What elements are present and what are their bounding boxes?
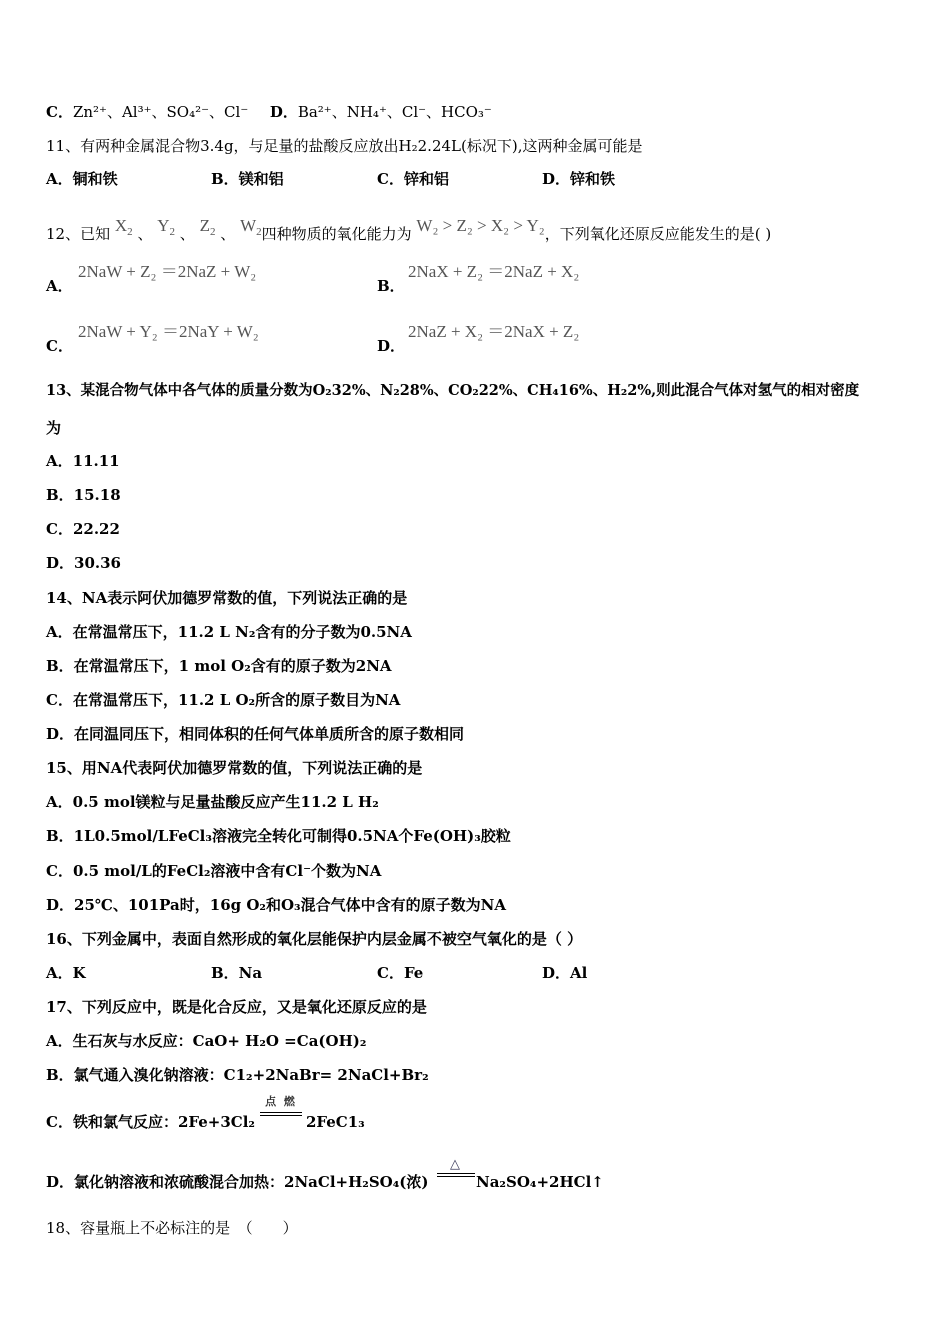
q12-x: $X_2$ [114,216,133,238]
q10-options [46,102,492,122]
q12-b-label: B． [377,277,405,295]
q17-stem: 17、下列反应中，既是化合反应，又是氧化还原反应的是 [46,998,427,1016]
q17-d-condition [437,1159,475,1177]
q12-sep-3: 、 [220,225,236,243]
q12-num: 12、已知 [46,225,111,243]
q15-stem: 15、用NA代表阿伏加德罗常数的值，下列说法正确的是 [46,759,423,777]
q15-option-b: B．1L0.5mol/LFeCl₃溶液完全转化可制得0.5NA个Fe(OH)₃胶粒 [46,827,511,845]
q12-sep-1: 、 [137,225,153,243]
q12-stem [46,212,772,243]
q12-d-label: D． [377,337,406,355]
q16-option-d: D．Al [542,964,588,982]
q17-d-post: Na₂SO₄+2HCl↑ [476,1173,604,1191]
q15-option-d: D．25℃、101Pa时，16g O₂和O₃混合气体中含有的原子数为NA [46,896,506,914]
q12-mid: 四种物质的氧化能力为 [261,225,412,243]
q16-option-b: B．Na [211,964,263,982]
q17-c-condition-text: 点 燃 [265,1095,297,1108]
q14-stem: 14、NA表示阿伏加德罗常数的值，下列说法正确的是 [46,589,408,607]
q17-d-pre: D．氯化钠溶液和浓硫酸混合加热：2NaCl+H₂SO₄(浓) [46,1173,429,1191]
q14-option-b: B．在常温常压下，1 mol O₂含有的原子数为2NA [46,657,392,675]
q12-tail: ，下列氧化还原反应能发生的是( ) [544,225,772,243]
q17-option-b: B．氯气通入溴化钠溶液：C1₂+2NaBr= 2NaCl+Br₂ [46,1066,429,1084]
q14-option-c: C．在常温常压下，11.2 L O₂所含的原子数目为NA [46,691,401,709]
q12-order: W₂ > Z₂ > X₂ > Y₂ [416,216,545,235]
heat-triangle-icon: △ [450,1157,462,1172]
q11-option-d: D．锌和铁 [542,170,616,188]
q17-option-a: A．生石灰与水反应：CaO+ H₂O =Ca(OH)₂ [46,1032,367,1050]
q16-option-a: A．K [46,964,86,982]
q17-option-d [46,1157,646,1192]
q12-a-eq: 2NaW + Z₂ ＝2NaZ + W₂ [78,262,257,281]
q12-d-eq: 2NaZ + X₂ ＝2NaX + Z₂ [408,322,580,341]
q17-option-c [46,1095,446,1132]
q10-d-label: D． [269,103,298,121]
q12-y: $Y_2$ [157,216,176,238]
q10-c-label: C． [46,103,73,121]
q13-option-b: B．15.18 [46,486,121,504]
q16-option-c: C．Fe [377,964,424,982]
q10-d-text: Ba²⁺、NH₄⁺、Cl⁻、HCO₃⁻ [297,103,492,121]
q18-stem: 18、容量瓶上不必标注的是 （ ） [46,1219,298,1237]
q17-c-post: 2FeC1₃ [306,1113,365,1131]
q13-stem-1: 13、某混合物气体中各气体的质量分数为O₂32%、N₂28%、CO₂22%、CH₄16%、H₂2%,则此混合气体对氢气的相对密度 [46,382,860,399]
q10-c-text: Zn²⁺、Al³⁺、SO₄²⁻、Cl⁻ [72,103,249,121]
q15-option-a: A．0.5 mol镁粒与足量盐酸反应产生11.2 L H₂ [46,793,379,811]
q12-c-label: C． [46,337,73,355]
q17-c-equals-bar [260,1112,302,1116]
q17-c-pre: C．铁和氯气反应：2Fe+3Cl₂ [46,1113,255,1131]
q13-option-d: D．30.36 [46,554,121,572]
q12-z: $Z_2$ [199,216,216,238]
q15-option-c: C．0.5 mol/L的FeCl₂溶液中含有Cl⁻个数为NA [46,862,382,880]
q13-option-a: A．11.11 [46,452,120,470]
q12-a-label: A． [46,277,73,295]
q17-d-equals-bar [437,1173,475,1177]
q11-stem: 11、有两种金属混合物3.4g，与足量的盐酸反应放出H₂2.24L(标况下),这两种金属可能是 [46,137,643,155]
q12-w: $W_2$ [240,216,262,238]
q11-option-b: B．镁和铝 [211,170,284,188]
q12-c-eq: 2NaW + Y₂ ＝2NaY + W₂ [78,322,259,341]
q13-option-c: C．22.22 [46,520,120,538]
q11-option-a: A．铜和铁 [46,170,118,188]
q11-option-c: C．锌和铝 [377,170,449,188]
q16-stem: 16、下列金属中，表面自然形成的氧化层能保护内层金属不被空气氧化的是（ ） [46,930,583,948]
q14-option-a: A．在常温常压下，11.2 L N₂含有的分子数为0.5NA [46,623,412,641]
q13-stem-2: 为 [46,419,62,437]
q12-sep-2: 、 [179,225,195,243]
q14-option-d: D．在同温同压下，相同体积的任何气体单质所含的原子数相同 [46,725,465,743]
q12-b-eq: 2NaX + Z₂ ＝2NaZ + X₂ [408,262,580,281]
q17-c-condition [260,1096,302,1116]
